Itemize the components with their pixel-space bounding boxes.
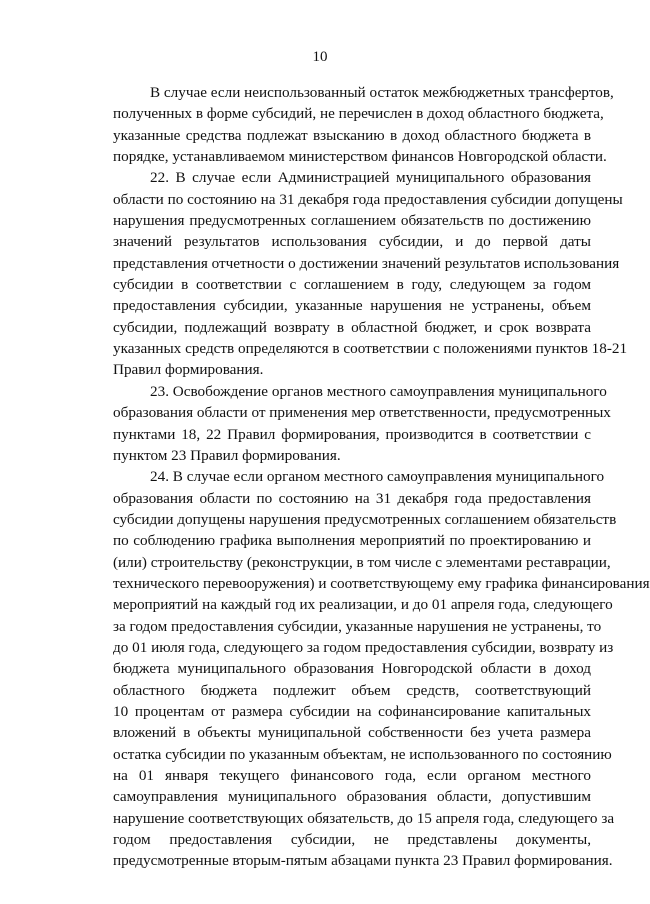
text-line: Правил формирования. (113, 361, 264, 379)
text-line: на 01 января текущего финансового года, если органом местного (113, 767, 591, 784)
text-line: образования области по состоянию на 31 декабря года предоставления (113, 489, 591, 507)
document-body (113, 82, 650, 872)
text-line: областного бюджета подлежит объем средств, соответствующий (113, 681, 591, 699)
text-line: В случае если неиспользованный остаток межбюджетных трансфертов, (150, 84, 614, 101)
text-line: вложений в объекты муниципальной собственности без учета размера (113, 724, 591, 742)
paragraph-unused-transfers (113, 82, 614, 167)
text-line: бюджета муниципального образования Новгородской области в доход (113, 660, 591, 678)
text-line: указанные средства подлежат взысканию в доход областного бюджета в (113, 126, 591, 144)
text-line: образования области от применения мер ответственности, предусмотренных (113, 404, 611, 422)
text-line: субсидии допущены нарушения предусмотренных соглашением обязательств (113, 510, 617, 528)
text-line: по соблюдению графика выполнения мероприятий по проектированию и (113, 532, 591, 550)
text-line: предусмотренные вторым-пятым абзацами пункта 23 Правил формирования. (113, 852, 613, 870)
text-line: 10 процентам от размера субсидии на софинансирование капитальных (113, 702, 591, 720)
text-line: порядке, устанавливаемом министерством финансов Новгородской области. (113, 148, 607, 166)
text-line: за годом предоставления субсидии, указанные нарушения не устранены, то (113, 617, 602, 635)
text-line: 22. В случае если Администрацией муниципального образования (150, 169, 591, 187)
text-line: субсидии в соответствии с соглашением в году, следующем за годом (113, 276, 591, 294)
text-line: годом предоставления субсидии, не представлены документы, (113, 831, 591, 849)
text-line: субсидии, подлежащий возврату в областной бюджет, и срок возврата (113, 318, 591, 336)
text-line: (или) строительству (реконструкции, в том числе с элементами реставрации, (113, 553, 611, 571)
text-line: до 01 июля года, следующего за годом предоставления субсидии, возврату из (113, 638, 614, 656)
text-line: полученных в форме субсидий, не перечислен в доход областного бюджета, (113, 105, 604, 123)
text-line: мероприятий на каждый год их реализации, и до 01 апреля года, следующего (113, 596, 613, 614)
text-line: 24. В случае если органом местного самоуправления муниципального (150, 468, 605, 486)
text-line: пунктом 23 Правил формирования. (113, 446, 341, 464)
text-line: нарушения предусмотренных соглашением обязательств по достижению (113, 212, 591, 230)
paragraph-23 (113, 381, 611, 466)
text-line: остатка субсидии по указанным объектам, не использованного по состоянию (113, 745, 612, 763)
page-number: 10 (312, 49, 328, 65)
paragraph-22 (113, 167, 628, 380)
text-line: указанных средств определяются в соответствии с положениями пунктов 18-21 (113, 340, 628, 358)
text-line: самоуправления муниципального образования области, допустившим (113, 788, 591, 806)
paragraph-24 (113, 466, 650, 872)
text-line: области по состоянию на 31 декабря года предоставления субсидии допущены (113, 190, 623, 208)
text-line: технического перевооружения) и соответствующему ему графика финансирования (113, 574, 650, 592)
text-line: нарушение соответствующих обязательств, до 15 апреля года, следующего за (113, 809, 615, 827)
text-line: значений результатов использования субсидии, и до первой даты (113, 233, 591, 251)
text-line: представления отчетности о достижении значений результатов использования (113, 254, 620, 272)
text-line: 23. Освобождение органов местного самоуправления муниципального (150, 382, 607, 400)
text-line: пунктами 18, 22 Правил формирования, производится в соответствии с (113, 425, 591, 443)
text-line: предоставления субсидии, указанные нарушения не устранены, объем (113, 297, 591, 315)
